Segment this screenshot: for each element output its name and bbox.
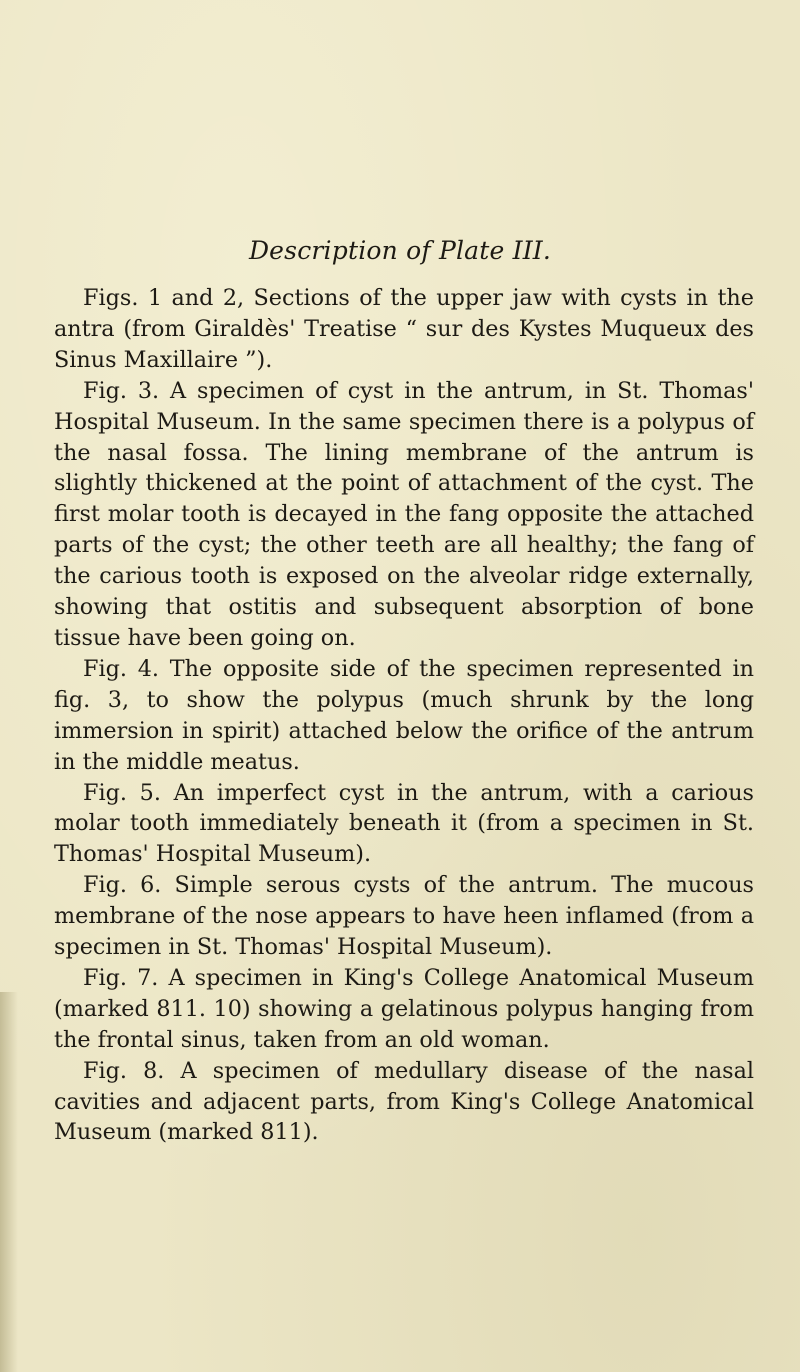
paragraph-fig-3: Fig. 3. A specimen of cyst in the antrum, in St. Thomas' Hospital Museum. In the same specimen there is a polypus of the nasal fossa. The lining membrane of the antrum is slightly thickened at the point of attachment of the cyst. The first molar tooth is decayed in the fang opposite the attached parts of the cyst; the other teeth are all healthy; the fang of the carious tooth is exposed on the alveolar ridge externally, showing that ostitis and subsequent absorption of bone tissue have been going on. <box>54 377 754 651</box>
paragraph-fig-5: Fig. 5. An imperfect cyst in the antrum, with a carious molar tooth immediately beneath it (from a specimen in St. Thomas' Hospital Museum). <box>54 779 754 868</box>
paragraph-fig-8: Fig. 8. A specimen of medullary disease of the nasal cavities and adjacent parts, from King's College Anatomical Museum (marked 811). <box>54 1057 754 1146</box>
page-title: Description of Plate III. <box>248 236 552 265</box>
paragraph-figs-1-2: Figs. 1 and 2, Sections of the upper jaw with cysts in the antra (from Giraldès' Treatise “ sur des Kystes Muqueux des Sinus Maxillaire ”). <box>54 285 754 373</box>
paragraph-fig-4: Fig. 4. The opposite side of the specimen represented in fig. 3, to show the polypus (much shrunk by the long immersion in spirit) attached below the orifice of the antrum in the middle meatus. <box>54 655 754 775</box>
paragraph-fig-7: Fig. 7. A specimen in King's College Anatomical Museum (marked 811. 10) showing a gelatinous polypus hanging from the frontal sinus, taken from an old woman. <box>54 964 754 1053</box>
plate-description <box>54 283 754 1148</box>
page-edge-shadow <box>0 992 18 1372</box>
paragraph-fig-6: Fig. 6. Simple serous cysts of the antrum. The mucous membrane of the nose appears to have heen inflamed (from a specimen in St. Thomas' Hospital Museum). <box>54 872 754 961</box>
